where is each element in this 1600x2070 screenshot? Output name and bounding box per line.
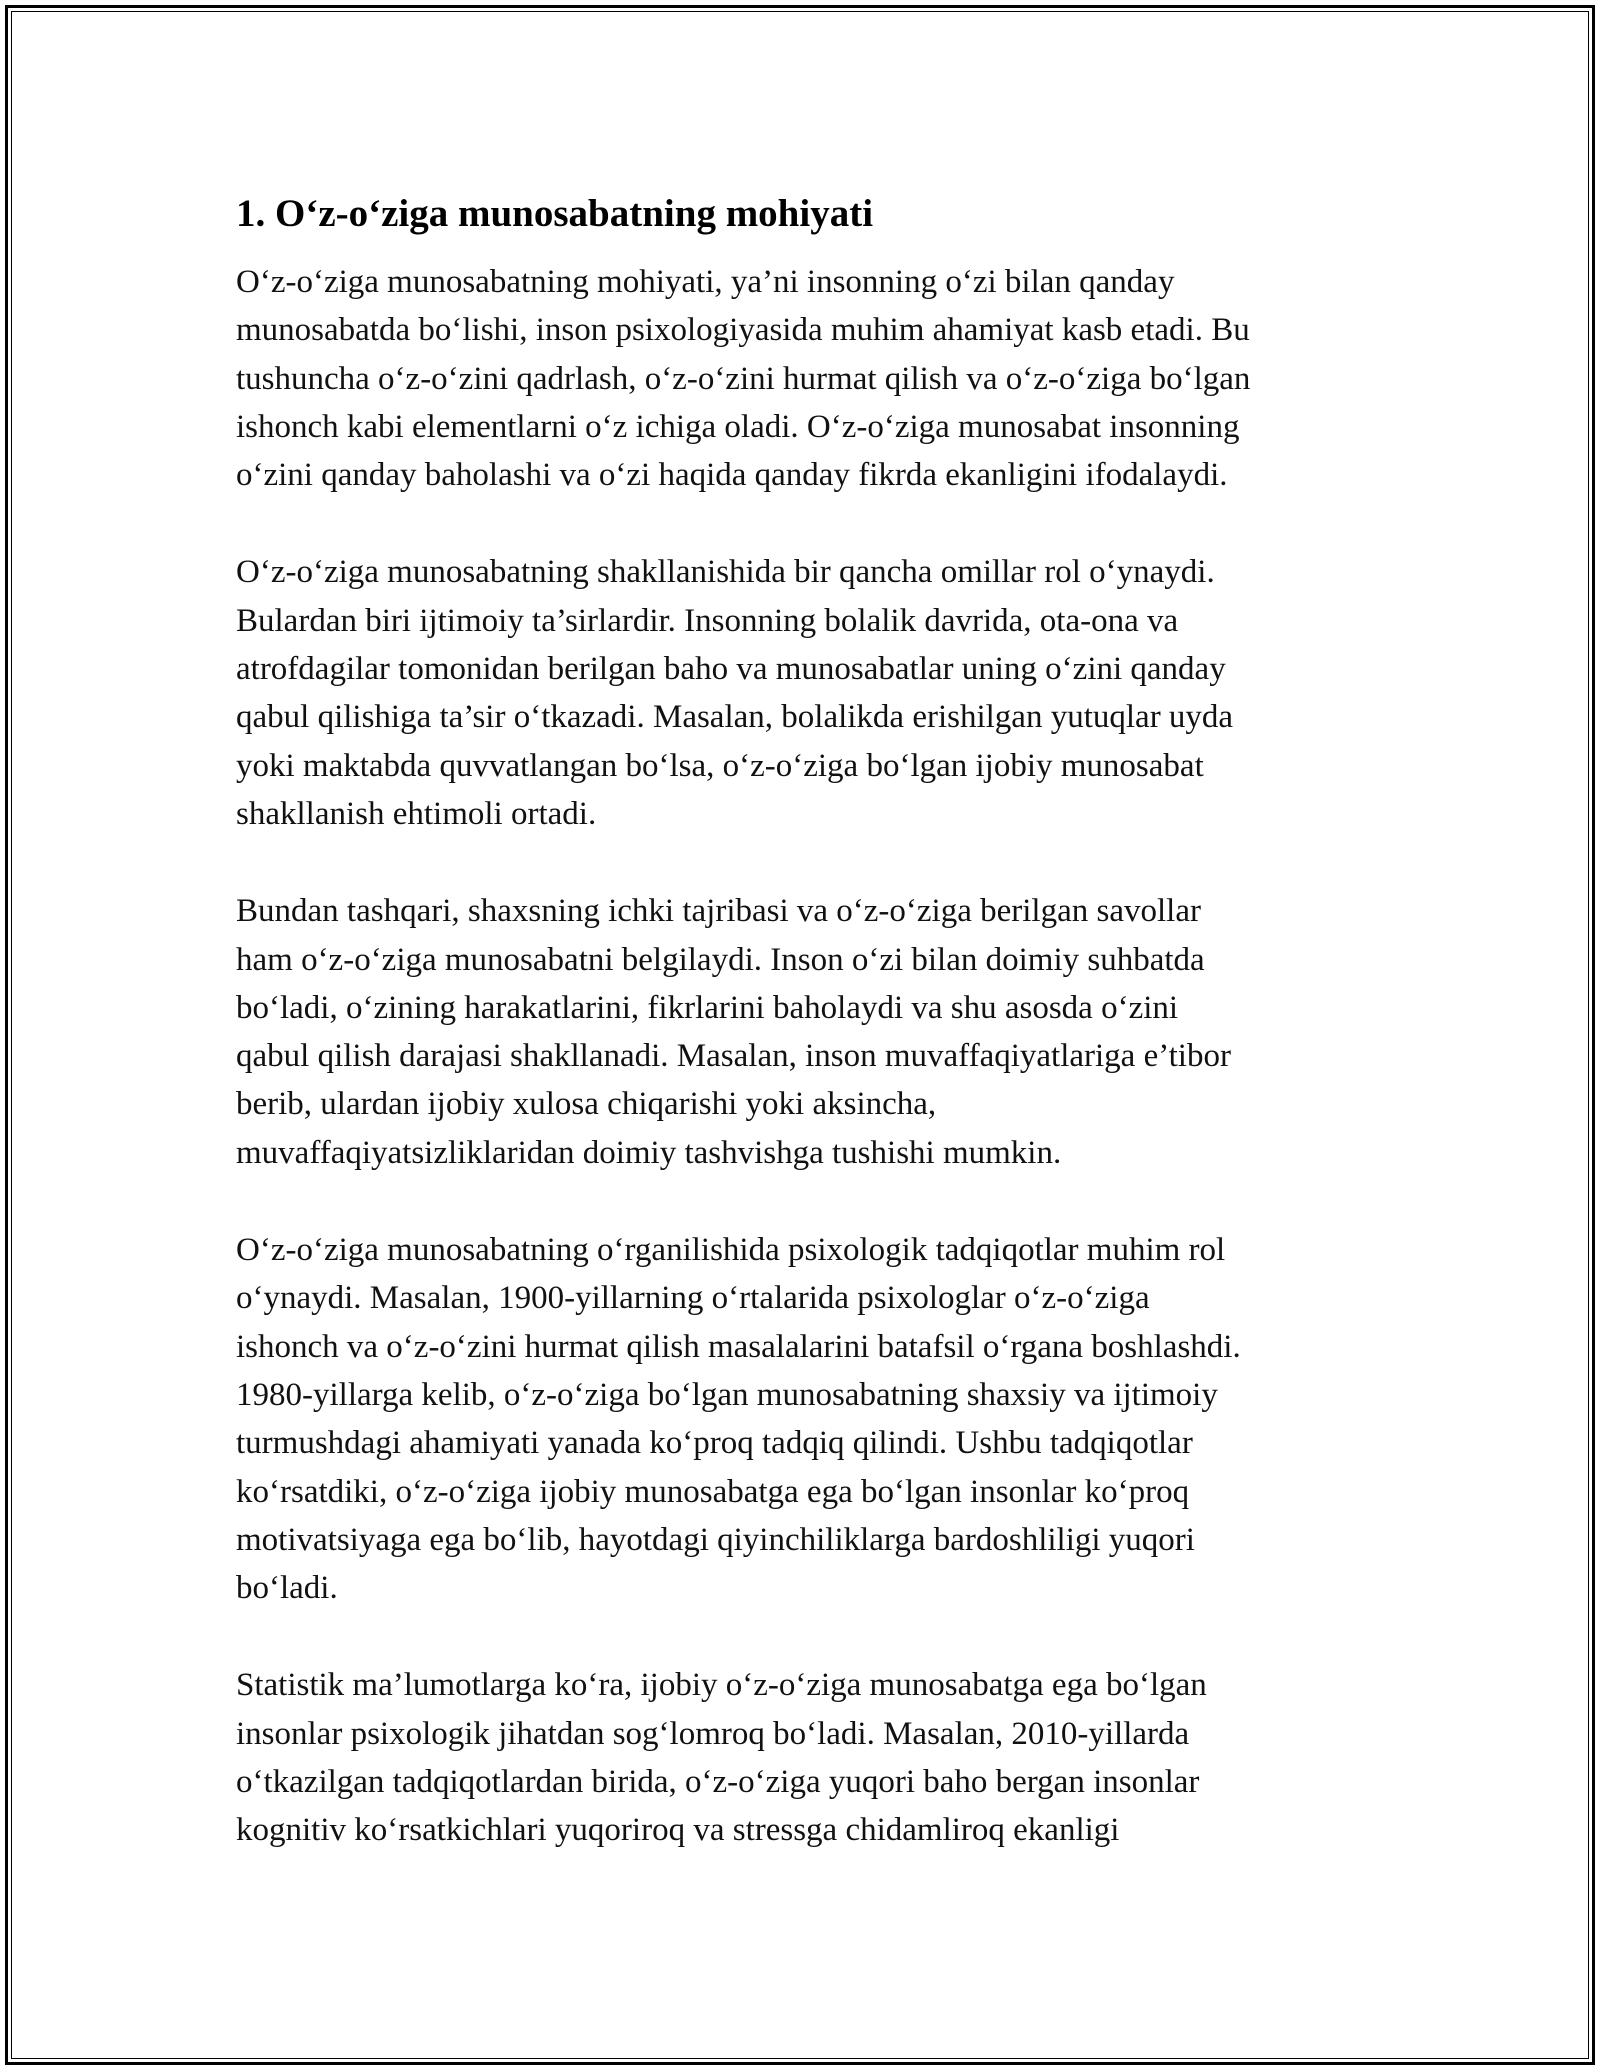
document-body <box>236 184 1366 1904</box>
paragraph-5: Statistik ma’lumotlarga ko‘ra, ijobiy o‘z-o‘ziga munosabatga ega bo‘lgan insonlar psixologik jihatdan sog‘lomroq bo‘ladi. Masalan, 2010-yillarda o‘tkazilgan tadqiqotlardan birida, o‘z-o‘ziga yuqori baho bergan insonlar kognitiv ko‘rsatkichlari yuqoriroq va stressga chidamliroq ekanligi <box>236 1667 1207 1849</box>
paragraph-4: O‘z-o‘ziga munosabatning o‘rganilishida psixologik tadqiqotlar muhim rol o‘ynaydi. Masalan, 1900-yillarning o‘rtalarida psixologlar o‘z-o‘ziga ishonch va o‘z-o‘zini hurmat qilish masalalarini batafsil o‘rgana boshlashdi. 1980-yillarga kelib, o‘z-o‘ziga bo‘lgan munosabatning shaxsiy va ijtimoiy turmushdagi ahamiyati yanada ko‘proq tadqiq qilindi. Ushbu tadqiqotlar ko‘rsatdiki, o‘z-o‘ziga ijobiy munosabatga ega bo‘lgan insonlar ko‘proq motivatsiyaga ega bo‘lib, hayotdagi qiyinchiliklarga bardoshliligi yuqori bo‘ladi. <box>236 1232 1241 1607</box>
paragraph-2: O‘z-o‘ziga munosabatning shakllanishida bir qancha omillar rol o‘ynaydi. Bulardan biri ijtimoiy ta’sirlardir. Insonning bolalik davrida, ota-ona va atrofdagilar tomonidan berilgan baho va munosabatlar uning o‘zini qanday qabul qilishiga ta’sir o‘tkazadi. Masalan, bolalikda erishilgan yutuqlar uyda yoki maktabda quvvatlangan bo‘lsa, o‘z-o‘ziga bo‘lgan ijobiy munosabat shakllanish ehtimoli ortadi. <box>236 554 1234 832</box>
paragraph-3: Bundan tashqari, shaxsning ichki tajribasi va o‘z-o‘ziga berilgan savollar ham o‘z-o‘ziga munosabatni belgilaydi. Inson o‘zi bilan doimiy suhbatda bo‘ladi, o‘zining harakatlarini, fikrlarini baholaydi va shu asosda o‘zini qabul qilish darajasi shakllanadi. Masalan, inson muvaffaqiyatlariga e’tibor berib, ulardan ijobiy xulosa chiqarishi yoki aksincha, muvaffaqiyatsizliklaridan doimiy tashvishga tushishi mumkin. <box>236 893 1231 1171</box>
section-heading: 1. O‘z-o‘ziga munosabatning mohiyati <box>236 192 874 235</box>
paragraph-1: O‘z-o‘ziga munosabatning mohiyati, ya’ni insonning o‘zi bilan qanday munosabatda bo‘lishi, inson psixologiyasida muhim ahamiyat kasb etadi. Bu tushuncha o‘z-o‘zini qadrlash, o‘z-o‘zini hurmat qilish va o‘z-o‘ziga bo‘lgan ishonch kabi elementlarni o‘z ichiga oladi. O‘z-o‘ziga munosabat insonning o‘zini qanday baholashi va o‘zi haqida qanday fikrda ekanligini ifodalaydi. <box>236 264 1251 494</box>
